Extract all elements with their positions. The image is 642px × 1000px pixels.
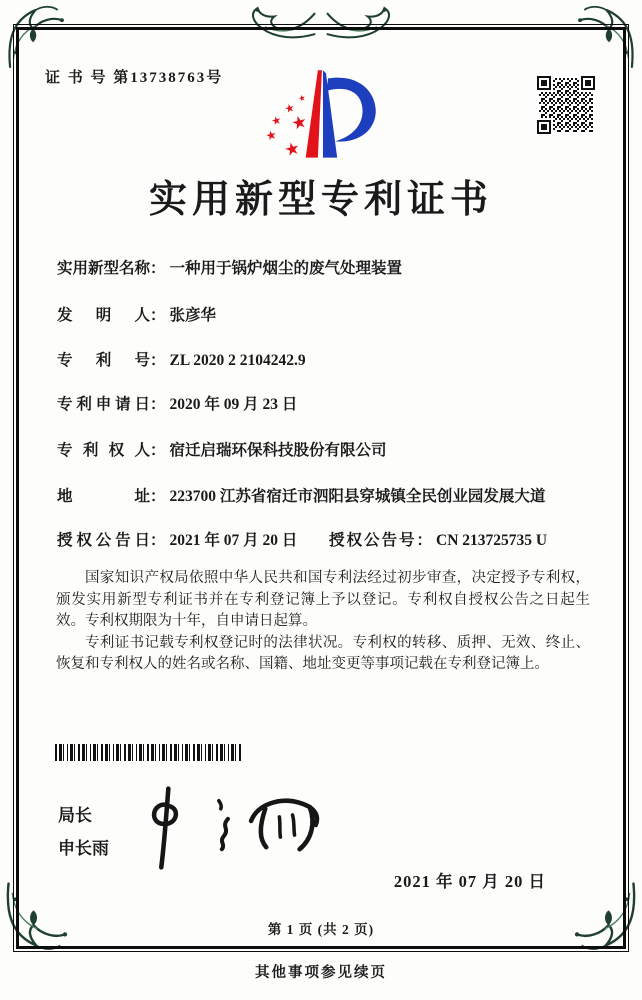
field-row-address bbox=[57, 484, 545, 506]
grant-number-label: 授权公告号 bbox=[329, 532, 417, 549]
field-label: 地址 bbox=[57, 488, 150, 505]
signer-title: 局长 bbox=[58, 806, 92, 825]
field-value: 2020 年 09 月 23 日 bbox=[169, 396, 298, 413]
field-colon: ： bbox=[150, 532, 166, 549]
body-paragraph-grant: 国家知识产权局依照中华人民共和国专利法经过初步审查，决定授予专利权，颁发实用新型专利证书并在专利登记簿上予以登记。专利权自授权公告之日起生效。专利权期限为十年，自申请日起算。 bbox=[56, 570, 590, 629]
field-colon: ： bbox=[150, 307, 166, 324]
field-label: 专利权人 bbox=[57, 442, 150, 459]
svg-text:★: ★ bbox=[297, 92, 307, 104]
field-row-inventor bbox=[57, 303, 216, 325]
svg-text:★: ★ bbox=[283, 101, 297, 117]
svg-text:★: ★ bbox=[289, 111, 310, 135]
field-row-filing-date bbox=[57, 392, 297, 414]
field-label: 专利申请日 bbox=[57, 396, 150, 413]
svg-text:★: ★ bbox=[269, 113, 283, 129]
page-indicator: 第 1 页 (共 2 页) bbox=[267, 922, 375, 937]
field-label: 授权公告日 bbox=[57, 532, 150, 549]
qr-code-icon bbox=[537, 76, 595, 134]
field-value: 一种用于锅炉烟尘的废气处理装置 bbox=[169, 260, 403, 277]
certificate-body bbox=[56, 568, 590, 676]
field-label: 实用新型名称 bbox=[57, 260, 151, 277]
svg-text:★: ★ bbox=[264, 127, 279, 144]
certificate-number: 证 书 号 第13738763号 bbox=[45, 70, 224, 86]
issue-date: 2021 年 07 月 20 日 bbox=[393, 872, 546, 891]
continuation-note: 其他事项参见续页 bbox=[255, 965, 387, 981]
field-colon: ： bbox=[150, 442, 166, 459]
field-colon: ： bbox=[150, 396, 166, 413]
field-row-patent-number bbox=[57, 348, 306, 370]
field-colon: ： bbox=[416, 532, 433, 549]
field-value: 张彦华 bbox=[169, 307, 217, 324]
field-row-patentee bbox=[57, 438, 387, 460]
field-value: 宿迁启瑞环保科技股份有限公司 bbox=[169, 442, 387, 459]
field-colon: ： bbox=[150, 488, 166, 505]
field-colon: ： bbox=[150, 260, 166, 277]
field-row-grant-date bbox=[57, 528, 548, 550]
field-colon: ： bbox=[150, 352, 166, 369]
field-value: ZL 2020 2 2104242.9 bbox=[169, 352, 306, 369]
certificate-title: 实用新型专利证书 bbox=[148, 179, 493, 221]
field-value: 223700 江苏省宿迁市泗阳县穿城镇全民创业园发展大道 bbox=[169, 488, 546, 505]
grant-number bbox=[329, 528, 547, 550]
signer-name: 申长雨 bbox=[58, 839, 109, 858]
handwritten-signature-icon bbox=[132, 780, 344, 872]
signer-block bbox=[58, 799, 109, 865]
grant-number-value: CN 213725735 U bbox=[436, 532, 548, 549]
field-label: 发明人 bbox=[57, 307, 150, 324]
svg-text:★: ★ bbox=[282, 138, 303, 162]
field-label: 专利号 bbox=[57, 352, 150, 369]
field-value: 2021 年 07 月 20 日 bbox=[169, 532, 298, 549]
barcode-icon bbox=[55, 744, 242, 761]
cnipa-logo-icon bbox=[260, 64, 392, 168]
body-paragraph-register: 专利证书记载专利权登记时的法律状况。专利权的转移、质押、无效、终止、恢复和专利权人的姓名或名称、国籍、地址变更等事项记载在专利登记簿上。 bbox=[56, 634, 590, 672]
field-row-name bbox=[57, 256, 402, 278]
